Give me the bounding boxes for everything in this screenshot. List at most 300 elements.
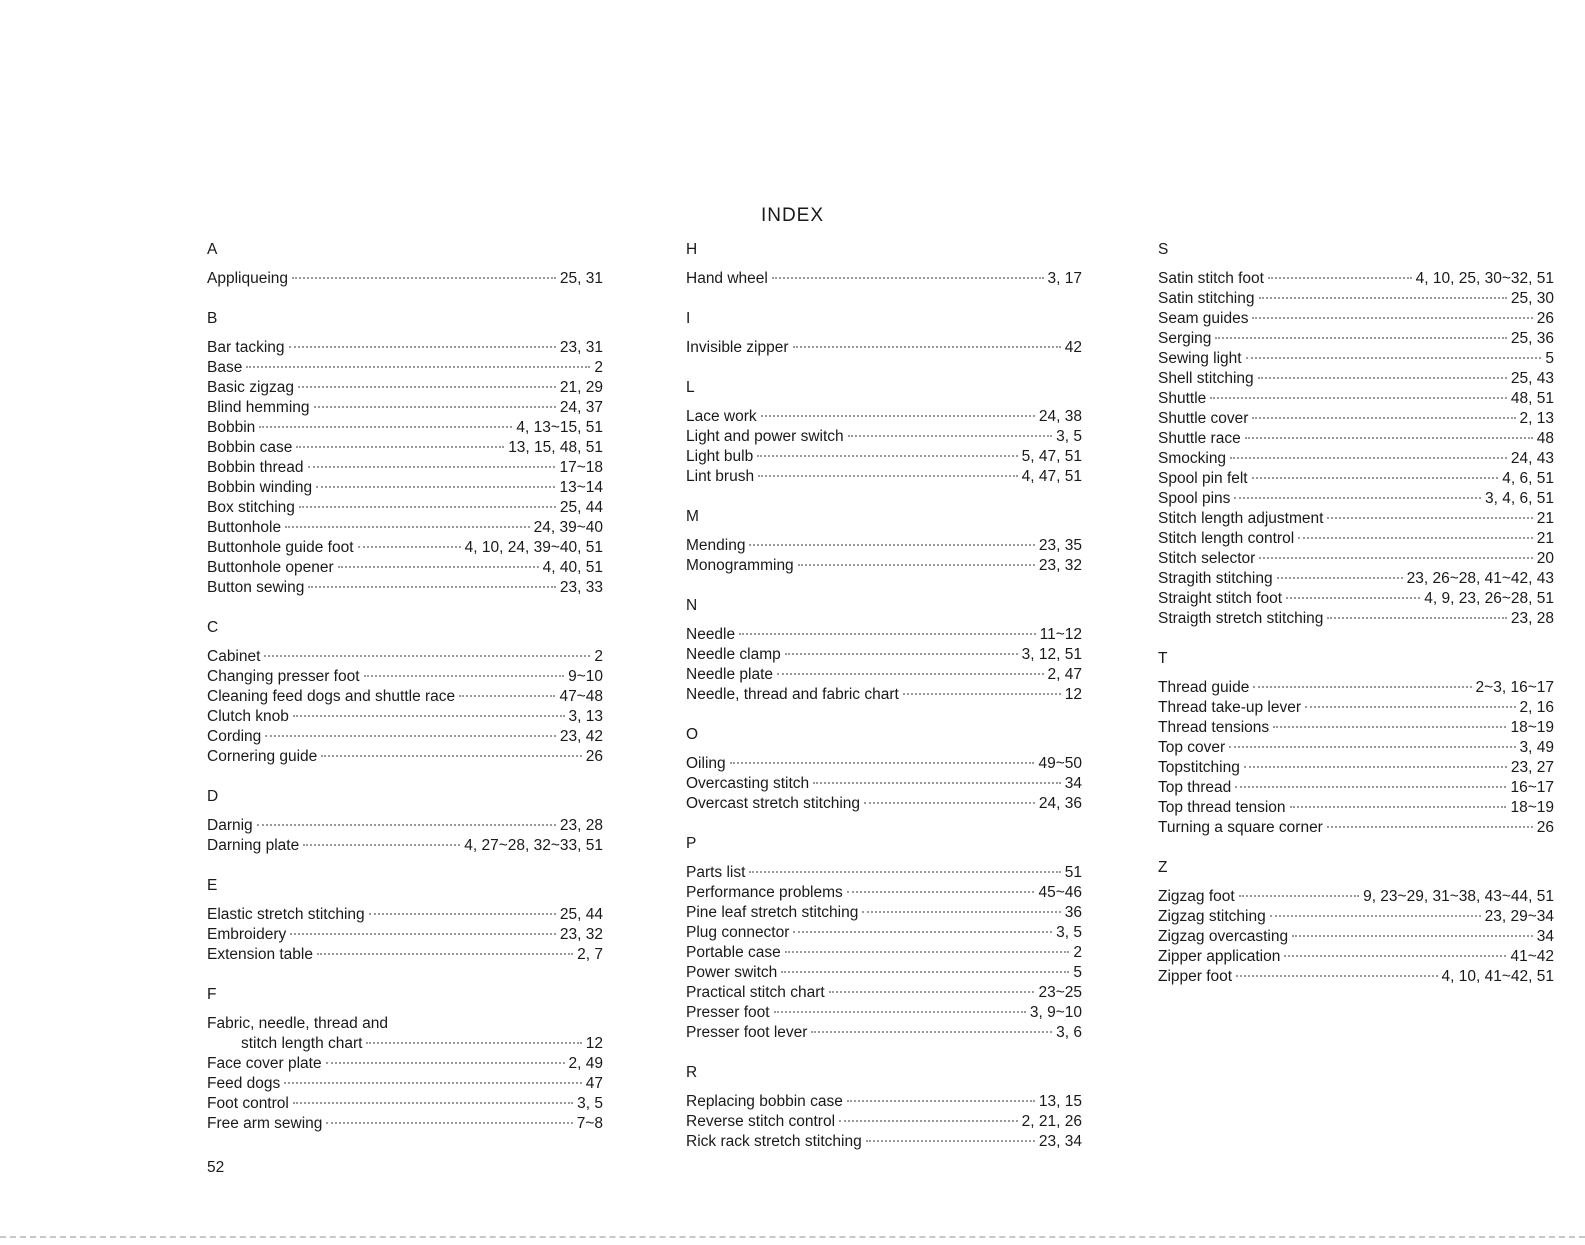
dot-leader bbox=[1292, 935, 1533, 937]
dot-leader bbox=[774, 1011, 1026, 1013]
dot-leader bbox=[299, 506, 556, 508]
entry-pages: 13, 15, 48, 51 bbox=[508, 439, 603, 456]
entry-pages: 11~12 bbox=[1039, 626, 1082, 643]
entry-pages: 25, 44 bbox=[559, 499, 603, 516]
index-entry bbox=[686, 665, 1082, 685]
entry-term: Satin stitch foot bbox=[1158, 270, 1264, 287]
index-entry bbox=[686, 923, 1082, 943]
entry-term: Overcast stretch stitching bbox=[686, 795, 861, 812]
section-letter: D bbox=[207, 788, 219, 805]
dot-leader bbox=[761, 415, 1035, 417]
index-entry bbox=[207, 558, 603, 578]
entry-pages: 2, 49 bbox=[568, 1055, 603, 1072]
index-column-3 bbox=[1158, 240, 1554, 1007]
entry-pages: 21 bbox=[1536, 530, 1554, 547]
dot-leader bbox=[321, 755, 581, 757]
index-section bbox=[686, 596, 1082, 705]
entry-term: Plug connector bbox=[686, 924, 790, 941]
entry-term: Presser foot lever bbox=[686, 1024, 808, 1041]
entry-pages: 5 bbox=[1073, 964, 1082, 981]
index-entry bbox=[1158, 329, 1554, 349]
dot-leader bbox=[1252, 317, 1532, 319]
index-section bbox=[686, 725, 1082, 814]
entry-pages: 2, 47 bbox=[1047, 666, 1082, 683]
entry-pages: 18~19 bbox=[1510, 719, 1554, 736]
entry-term: Free arm sewing bbox=[207, 1115, 323, 1132]
dot-leader bbox=[369, 913, 556, 915]
entry-term: Shell stitching bbox=[1158, 370, 1254, 387]
index-entry bbox=[1158, 609, 1554, 629]
index-entry bbox=[1158, 469, 1554, 489]
entry-term: Invisible zipper bbox=[686, 339, 789, 356]
index-entry bbox=[1158, 409, 1554, 429]
dot-leader bbox=[1305, 706, 1515, 708]
index-entry bbox=[207, 727, 603, 747]
entry-term: Buttonhole guide foot bbox=[207, 539, 354, 556]
index-entry bbox=[207, 905, 603, 925]
entry-pages: 2~3, 16~17 bbox=[1475, 679, 1554, 696]
index-entry bbox=[1158, 429, 1554, 449]
section-letter: O bbox=[686, 726, 699, 743]
index-entry bbox=[207, 945, 603, 965]
entry-term: Parts list bbox=[686, 864, 746, 881]
entry-term: Oiling bbox=[686, 755, 726, 772]
entry-pages: 23, 32 bbox=[1038, 557, 1082, 574]
dot-leader bbox=[316, 486, 555, 488]
dot-leader bbox=[811, 1031, 1052, 1033]
index-entry bbox=[1158, 489, 1554, 509]
dot-leader bbox=[1286, 597, 1420, 599]
entry-pages: 4, 9, 23, 26~28, 51 bbox=[1424, 590, 1554, 607]
index-entry bbox=[686, 467, 1082, 487]
dot-leader bbox=[308, 586, 556, 588]
index-entry bbox=[1158, 349, 1554, 369]
entry-term: Shuttle cover bbox=[1158, 410, 1249, 427]
dot-leader bbox=[1246, 357, 1542, 359]
entry-term: Top thread tension bbox=[1158, 799, 1286, 816]
entry-term: Bar tacking bbox=[207, 339, 285, 356]
index-entry bbox=[1158, 967, 1554, 987]
index-entry bbox=[686, 407, 1082, 427]
dot-leader bbox=[1258, 377, 1507, 379]
entry-term: Fabric, needle, thread and bbox=[207, 1015, 388, 1032]
index-entry bbox=[686, 338, 1082, 358]
entry-pages: 2 bbox=[1073, 944, 1082, 961]
entry-term: Box stitching bbox=[207, 499, 295, 516]
entry-pages: 4, 27~28, 32~33, 51 bbox=[464, 837, 603, 854]
index-entry bbox=[1158, 529, 1554, 549]
index-entry bbox=[207, 816, 603, 836]
index-entry bbox=[207, 1114, 603, 1134]
entry-pages: 23, 42 bbox=[559, 728, 603, 745]
entry-term: Foot control bbox=[207, 1095, 289, 1112]
entry-term: Monogramming bbox=[686, 557, 794, 574]
entry-pages: 3, 5 bbox=[1056, 924, 1082, 941]
index-entry bbox=[1158, 818, 1554, 838]
index-entry bbox=[686, 1023, 1082, 1043]
entry-pages: 18~19 bbox=[1510, 799, 1554, 816]
entry-pages: 9~10 bbox=[568, 668, 603, 685]
entry-term: Straight stitch foot bbox=[1158, 590, 1283, 607]
dot-leader bbox=[246, 366, 590, 368]
index-section bbox=[1158, 240, 1554, 629]
index-entry bbox=[1158, 778, 1554, 798]
index-entry bbox=[207, 438, 603, 458]
entry-term: Basic zigzag bbox=[207, 379, 295, 396]
dot-leader bbox=[290, 933, 556, 935]
dot-leader bbox=[1215, 337, 1506, 339]
entry-term: Zigzag foot bbox=[1158, 888, 1235, 905]
dot-leader bbox=[864, 802, 1035, 804]
entry-pages: 49~50 bbox=[1038, 755, 1082, 772]
dot-leader bbox=[293, 715, 565, 717]
index-entry bbox=[686, 983, 1082, 1003]
index-entry bbox=[207, 925, 603, 945]
entry-pages: 4, 10, 24, 39~40, 51 bbox=[464, 539, 603, 556]
dot-leader bbox=[813, 782, 1061, 784]
dot-leader bbox=[1230, 457, 1507, 459]
entry-term: Needle bbox=[686, 626, 736, 643]
entry-pages: 21, 29 bbox=[559, 379, 603, 396]
index-entry bbox=[1158, 589, 1554, 609]
entry-pages: 2, 16 bbox=[1519, 699, 1554, 716]
dot-leader bbox=[798, 564, 1035, 566]
entry-pages: 25, 36 bbox=[1510, 330, 1554, 347]
entry-pages: 23, 34 bbox=[1038, 1133, 1082, 1150]
index-section bbox=[686, 309, 1082, 358]
entry-term: Button sewing bbox=[207, 579, 305, 596]
index-entry bbox=[1158, 449, 1554, 469]
scan-edge-divider bbox=[0, 1236, 1585, 1241]
index-entry bbox=[1158, 678, 1554, 698]
index-section bbox=[207, 618, 603, 767]
section-letter: P bbox=[686, 835, 697, 852]
entry-term: Smocking bbox=[1158, 450, 1227, 467]
entry-pages: 4, 13~15, 51 bbox=[516, 419, 603, 436]
dot-leader bbox=[459, 695, 555, 697]
section-letter: A bbox=[207, 241, 218, 258]
dot-leader bbox=[866, 1140, 1035, 1142]
section-letter: C bbox=[207, 619, 219, 636]
entry-term: Top thread bbox=[1158, 779, 1232, 796]
index-entry bbox=[1158, 549, 1554, 569]
section-letter: L bbox=[686, 379, 695, 396]
index-entry bbox=[207, 1074, 603, 1094]
entry-term: Shuttle race bbox=[1158, 430, 1241, 447]
index-entry bbox=[1158, 509, 1554, 529]
index-entry bbox=[1158, 269, 1554, 289]
entry-pages: 23, 26~28, 41~42, 43 bbox=[1406, 570, 1554, 587]
entry-pages: 3, 9~10 bbox=[1029, 1004, 1082, 1021]
entry-term: Face cover plate bbox=[207, 1055, 322, 1072]
entry-pages: 45~46 bbox=[1038, 884, 1082, 901]
dot-leader bbox=[1290, 806, 1507, 808]
page-number: 52 bbox=[207, 1159, 225, 1176]
entry-pages: 25, 44 bbox=[559, 906, 603, 923]
dot-leader bbox=[785, 951, 1070, 953]
entry-pages: 23, 33 bbox=[559, 579, 603, 596]
dot-leader bbox=[848, 435, 1052, 437]
entry-term: Buttonhole opener bbox=[207, 559, 334, 576]
index-entry bbox=[207, 836, 603, 856]
index-section bbox=[1158, 858, 1554, 987]
entry-term: Practical stitch chart bbox=[686, 984, 825, 1001]
dot-leader bbox=[1236, 975, 1437, 977]
entry-term: Stragith stitching bbox=[1158, 570, 1273, 587]
entry-pages: 3, 12, 51 bbox=[1021, 646, 1082, 663]
entry-pages: 2, 7 bbox=[577, 946, 603, 963]
entry-pages: 25, 31 bbox=[559, 270, 603, 287]
index-entry bbox=[686, 963, 1082, 983]
entry-pages: 36 bbox=[1064, 904, 1082, 921]
dot-leader bbox=[1229, 746, 1515, 748]
dot-leader bbox=[730, 762, 1035, 764]
entry-pages: 13, 15 bbox=[1038, 1093, 1082, 1110]
index-entry bbox=[207, 418, 603, 438]
dot-leader bbox=[264, 655, 590, 657]
index-entry bbox=[207, 378, 603, 398]
index-section bbox=[686, 240, 1082, 289]
entry-term: Serging bbox=[1158, 330, 1212, 347]
dot-leader bbox=[1252, 477, 1499, 479]
dot-leader bbox=[358, 546, 461, 548]
entry-pages: 23, 28 bbox=[1510, 610, 1554, 627]
entry-term: Replacing bobbin case bbox=[686, 1093, 843, 1110]
index-entry bbox=[686, 1132, 1082, 1152]
dot-leader bbox=[326, 1062, 565, 1064]
entry-term: Buttonhole bbox=[207, 519, 282, 536]
entry-term: Thread tensions bbox=[1158, 719, 1270, 736]
entry-term: Needle, thread and fabric chart bbox=[686, 686, 899, 703]
index-column-2 bbox=[686, 240, 1082, 1172]
dot-leader bbox=[292, 277, 556, 279]
dot-leader bbox=[1244, 766, 1507, 768]
entry-pages: 47~48 bbox=[559, 688, 603, 705]
entry-pages: 3, 4, 6, 51 bbox=[1485, 490, 1554, 507]
entry-pages: 3, 17 bbox=[1047, 270, 1082, 287]
index-entry bbox=[207, 707, 603, 727]
index-entry bbox=[1158, 887, 1554, 907]
index-section bbox=[686, 1063, 1082, 1152]
entry-term: Overcasting stitch bbox=[686, 775, 810, 792]
index-entry bbox=[1158, 569, 1554, 589]
dot-leader bbox=[1210, 397, 1507, 399]
dot-leader bbox=[758, 475, 1018, 477]
dot-leader bbox=[289, 346, 556, 348]
entry-term: Stitch length adjustment bbox=[1158, 510, 1324, 527]
entry-pages: 26 bbox=[1536, 310, 1554, 327]
entry-pages: 2 bbox=[594, 648, 603, 665]
index-entry bbox=[686, 903, 1082, 923]
index-entry bbox=[207, 518, 603, 538]
entry-pages: 9, 23~29, 31~38, 43~44, 51 bbox=[1363, 888, 1554, 905]
entry-pages: 12 bbox=[585, 1035, 603, 1052]
entry-pages: 12 bbox=[1064, 686, 1082, 703]
index-entry bbox=[686, 685, 1082, 705]
entry-pages: 24, 36 bbox=[1038, 795, 1082, 812]
entry-term: Embroidery bbox=[207, 926, 287, 943]
index-section bbox=[207, 309, 603, 598]
index-entry bbox=[207, 687, 603, 707]
index-entry bbox=[1158, 309, 1554, 329]
entry-pages: 13~14 bbox=[559, 479, 603, 496]
entry-term: Bobbin case bbox=[207, 439, 293, 456]
dot-leader bbox=[785, 653, 1018, 655]
dot-leader bbox=[296, 446, 504, 448]
entry-pages: 4, 10, 25, 30~32, 51 bbox=[1415, 270, 1554, 287]
section-letter: S bbox=[1158, 241, 1169, 258]
entry-pages: 2, 21, 26 bbox=[1021, 1113, 1082, 1130]
dot-leader bbox=[847, 1100, 1035, 1102]
index-section bbox=[1158, 649, 1554, 838]
entry-term: Sewing light bbox=[1158, 350, 1242, 367]
dot-leader bbox=[1268, 277, 1412, 279]
entry-pages: 23, 29~34 bbox=[1484, 908, 1554, 925]
section-letter: R bbox=[686, 1064, 698, 1081]
index-entry bbox=[207, 1054, 603, 1074]
dot-leader bbox=[1284, 955, 1506, 957]
entry-term: Cabinet bbox=[207, 648, 261, 665]
dot-leader bbox=[317, 953, 573, 955]
section-letter: I bbox=[686, 310, 691, 327]
entry-term: Topstitching bbox=[1158, 759, 1240, 776]
index-entry bbox=[686, 427, 1082, 447]
entry-term: Seam guides bbox=[1158, 310, 1249, 327]
dot-leader bbox=[1239, 895, 1359, 897]
entry-term: Light bulb bbox=[686, 448, 754, 465]
entry-term: Zipper application bbox=[1158, 948, 1281, 965]
entry-pages: 21 bbox=[1536, 510, 1554, 527]
entry-term: Presser foot bbox=[686, 1004, 770, 1021]
index-entry bbox=[207, 269, 603, 289]
entry-pages: 16~17 bbox=[1510, 779, 1554, 796]
entry-term: Needle plate bbox=[686, 666, 774, 683]
entry-term: Rick rack stretch stitching bbox=[686, 1133, 862, 1150]
entry-term: Power switch bbox=[686, 964, 778, 981]
entry-pages: 3, 5 bbox=[1056, 428, 1082, 445]
entry-term: Cording bbox=[207, 728, 262, 745]
entry-term: Turning a square corner bbox=[1158, 819, 1323, 836]
entry-pages: 41~42 bbox=[1510, 948, 1554, 965]
entry-term: Thread take-up lever bbox=[1158, 699, 1302, 716]
entry-pages: 17~18 bbox=[559, 459, 603, 476]
entry-term: Spool pin felt bbox=[1158, 470, 1248, 487]
index-entry bbox=[686, 754, 1082, 774]
index-section bbox=[686, 834, 1082, 1043]
entry-pages: 23~25 bbox=[1038, 984, 1082, 1001]
index-entry bbox=[207, 747, 603, 767]
index-entry bbox=[207, 338, 603, 358]
entry-term: Cornering guide bbox=[207, 748, 318, 765]
index-entry bbox=[686, 645, 1082, 665]
index-entry bbox=[207, 458, 603, 478]
index-entry bbox=[686, 625, 1082, 645]
index-entry bbox=[207, 358, 603, 378]
entry-pages: 47 bbox=[585, 1075, 603, 1092]
index-entry bbox=[686, 269, 1082, 289]
index-entry bbox=[686, 536, 1082, 556]
entry-pages: 26 bbox=[585, 748, 603, 765]
dot-leader bbox=[314, 406, 556, 408]
entry-pages: 2 bbox=[594, 359, 603, 376]
entry-pages: 24, 39~40 bbox=[533, 519, 603, 536]
index-entry bbox=[207, 498, 603, 518]
dot-leader bbox=[308, 466, 556, 468]
index-entry bbox=[1158, 718, 1554, 738]
index-section bbox=[207, 787, 603, 856]
entry-term: Zipper foot bbox=[1158, 968, 1233, 985]
entry-pages: 20 bbox=[1536, 550, 1554, 567]
dot-leader bbox=[265, 735, 556, 737]
dot-leader bbox=[1235, 786, 1506, 788]
entry-pages: 25, 30 bbox=[1510, 290, 1554, 307]
index-entry bbox=[686, 1112, 1082, 1132]
index-entry bbox=[1158, 369, 1554, 389]
index-entry bbox=[207, 578, 603, 598]
entry-pages: 48, 51 bbox=[1510, 390, 1554, 407]
entry-term: stitch length chart bbox=[241, 1035, 363, 1052]
section-letter: B bbox=[207, 310, 218, 327]
dot-leader bbox=[1327, 617, 1506, 619]
entry-term: Cleaning feed dogs and shuttle race bbox=[207, 688, 456, 705]
index-entry bbox=[1158, 758, 1554, 778]
index-entry bbox=[1158, 738, 1554, 758]
entry-pages: 7~8 bbox=[576, 1115, 603, 1132]
entry-term: Straigth stretch stitching bbox=[1158, 610, 1324, 627]
entry-pages: 3, 49 bbox=[1519, 739, 1554, 756]
entry-term: Needle clamp bbox=[686, 646, 781, 663]
index-entry bbox=[1158, 798, 1554, 818]
dot-leader bbox=[366, 1042, 581, 1044]
dot-leader bbox=[749, 544, 1034, 546]
dot-leader bbox=[259, 426, 512, 428]
dot-leader bbox=[777, 673, 1043, 675]
section-letter: H bbox=[686, 241, 698, 258]
entry-pages: 23, 32 bbox=[559, 926, 603, 943]
dot-leader bbox=[793, 346, 1061, 348]
dot-leader bbox=[862, 911, 1060, 913]
entry-term: Shuttle bbox=[1158, 390, 1207, 407]
entry-pages: 3, 6 bbox=[1056, 1024, 1082, 1041]
dot-leader bbox=[257, 824, 556, 826]
entry-term: Top cover bbox=[1158, 739, 1226, 756]
dot-leader bbox=[1273, 726, 1506, 728]
entry-term: Pine leaf stretch stitching bbox=[686, 904, 859, 921]
entry-term: Zigzag overcasting bbox=[1158, 928, 1289, 945]
entry-pages: 4, 47, 51 bbox=[1021, 468, 1082, 485]
dot-leader bbox=[757, 455, 1017, 457]
dot-leader bbox=[793, 931, 1052, 933]
section-letter: Z bbox=[1158, 859, 1168, 876]
index-entry bbox=[686, 774, 1082, 794]
entry-pages: 23, 35 bbox=[1038, 537, 1082, 554]
dot-leader bbox=[338, 566, 539, 568]
entry-pages: 42 bbox=[1064, 339, 1082, 356]
dot-leader bbox=[1234, 497, 1481, 499]
section-letter: M bbox=[686, 508, 699, 525]
dot-leader bbox=[1252, 417, 1515, 419]
dot-leader bbox=[739, 633, 1035, 635]
index-entry bbox=[207, 478, 603, 498]
page-title: INDEX bbox=[760, 205, 825, 226]
index-entry bbox=[686, 1092, 1082, 1112]
index-entry bbox=[207, 538, 603, 558]
dot-leader bbox=[749, 871, 1060, 873]
entry-term: Extension table bbox=[207, 946, 313, 963]
entry-term: Hand wheel bbox=[686, 270, 768, 287]
dot-leader bbox=[1270, 915, 1481, 917]
entry-term: Base bbox=[207, 359, 243, 376]
